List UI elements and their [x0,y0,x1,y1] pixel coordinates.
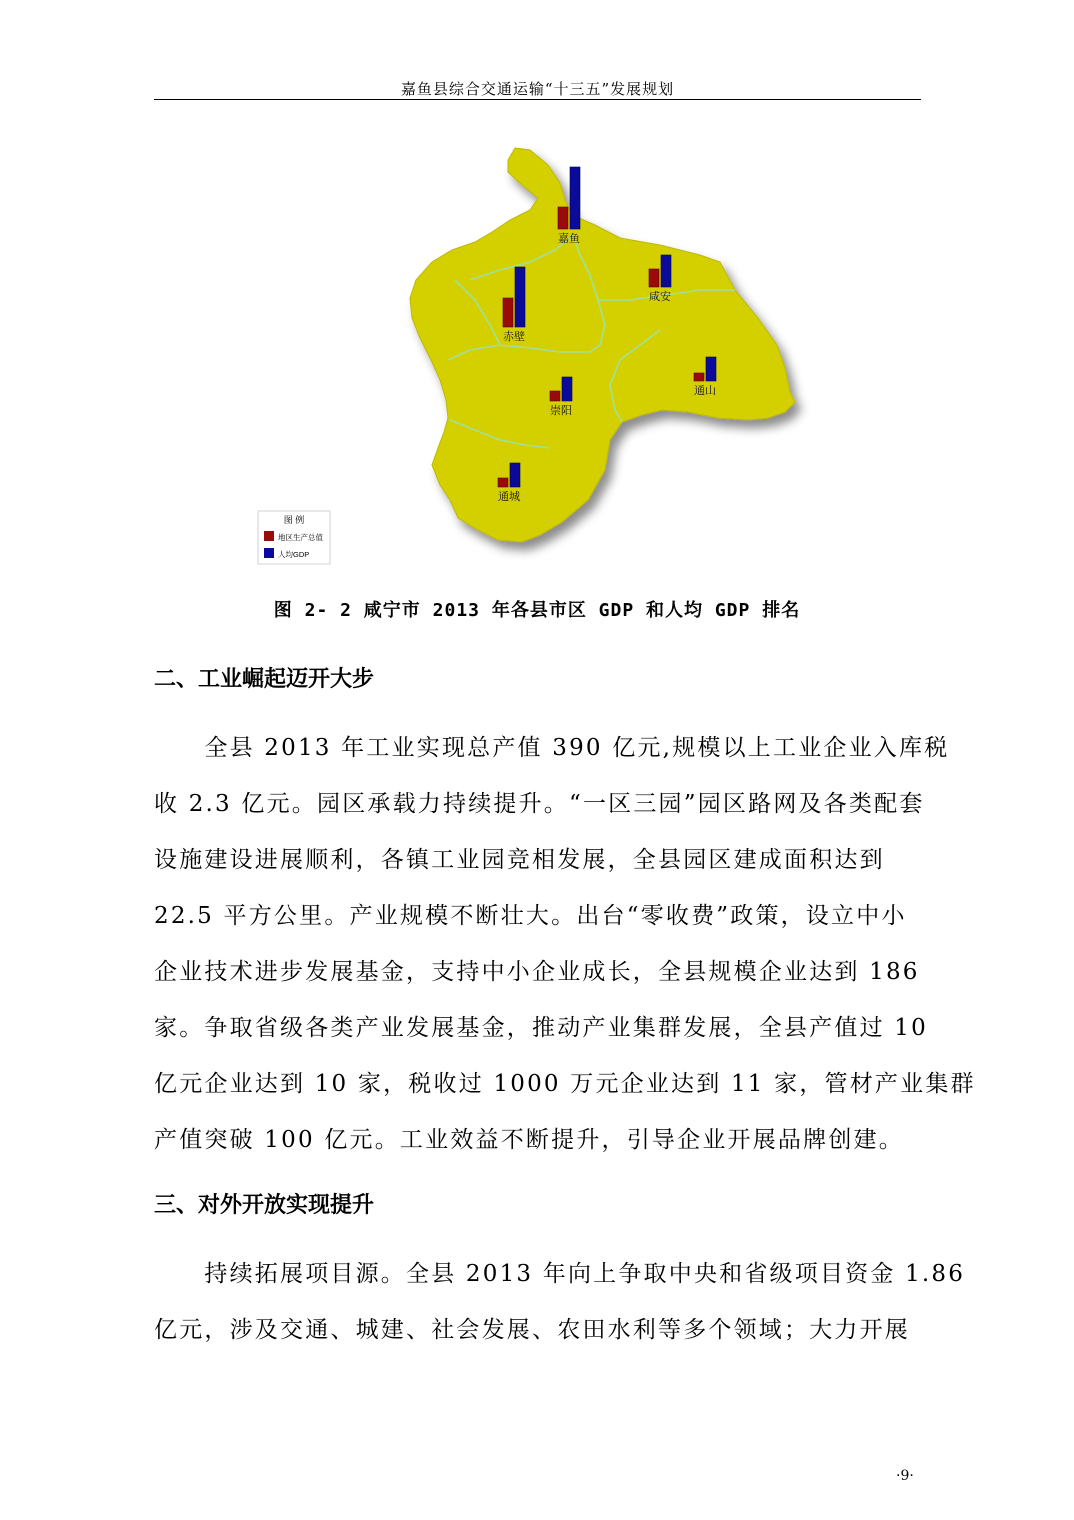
bar-gdp-赤壁 [503,298,513,327]
figure-caption: 图 2- 2 咸宁市 2013 年各县市区 GDP 和人均 GDP 排名 [273,600,801,621]
region-label: 嘉鱼 [558,232,580,245]
bar-gdp-崇阳 [550,391,560,401]
bar-per-capita-嘉鱼 [570,167,580,229]
legend-label-gdp: 地区生产总值 [278,533,323,542]
paragraph-line: 亿元企业达到 10 家，税收过 1000 万元企业达到 11 家，管材产业集群 [154,1071,976,1097]
bar-gdp-通山 [694,373,704,381]
section-heading-industry: 二、工业崛起迈开大步 [154,667,375,692]
region-label: 崇阳 [550,404,572,417]
page-number: ·9· [896,1468,914,1484]
paragraph-line: 设施建设进展顺利，各镇工业园竞相发展，全县园区建成面积达到 [154,847,885,873]
legend-swatch-per-capita [264,548,274,558]
xianning-map-figure [0,0,1074,600]
legend-swatch-gdp [264,531,274,541]
bar-gdp-通城 [498,478,508,487]
bar-per-capita-赤壁 [515,267,525,327]
bar-gdp-咸安 [649,269,659,287]
paragraph-line: 企业技术进步发展基金，支持中小企业成长，全县规模企业达到 186 [154,959,920,985]
region-label: 通山 [694,384,716,397]
paragraph-line: 亿元，涉及交通、城建、社会发展、农田水利等多个领域；大力开展 [154,1317,910,1343]
paragraph-line: 家。争取省级各类产业发展基金，推动产业集群发展，全县产值过 10 [154,1015,928,1041]
paragraph-line: 产值突破 100 亿元。工业效益不断提升，引导企业开展品牌创建。 [154,1127,904,1153]
region-label: 赤壁 [503,330,525,343]
paragraph-line: 收 2.3 亿元。园区承载力持续提升。“一区三园”园区路网及各类配套 [154,791,925,817]
region-label: 通城 [498,490,520,503]
map-legend [258,511,330,564]
page-header: 嘉鱼县综合交通运输“十三五”发展规划 [400,80,675,98]
legend-label-per-capita: 人均GDP [278,550,310,559]
bar-per-capita-通山 [706,357,716,381]
legend-title: 图 例 [283,515,305,525]
region-label: 咸安 [649,290,671,303]
paragraph-line: 全县 2013 年工业实现总产值 390 亿元,规模以上工业企业入库税 [154,735,950,761]
bar-per-capita-咸安 [661,255,671,287]
bar-per-capita-崇阳 [562,377,572,401]
paragraph-line: 持续拓展项目源。全县 2013 年向上争取中央和省级项目资金 1.86 [154,1261,966,1287]
bar-gdp-嘉鱼 [558,207,568,229]
section-heading-opening: 三、对外开放实现提升 [154,1193,375,1218]
map-land [410,148,795,542]
paragraph-line: 22.5 平方公里。产业规模不断壮大。出台“零收费”政策，设立中小 [154,903,907,929]
bar-per-capita-通城 [510,463,520,487]
